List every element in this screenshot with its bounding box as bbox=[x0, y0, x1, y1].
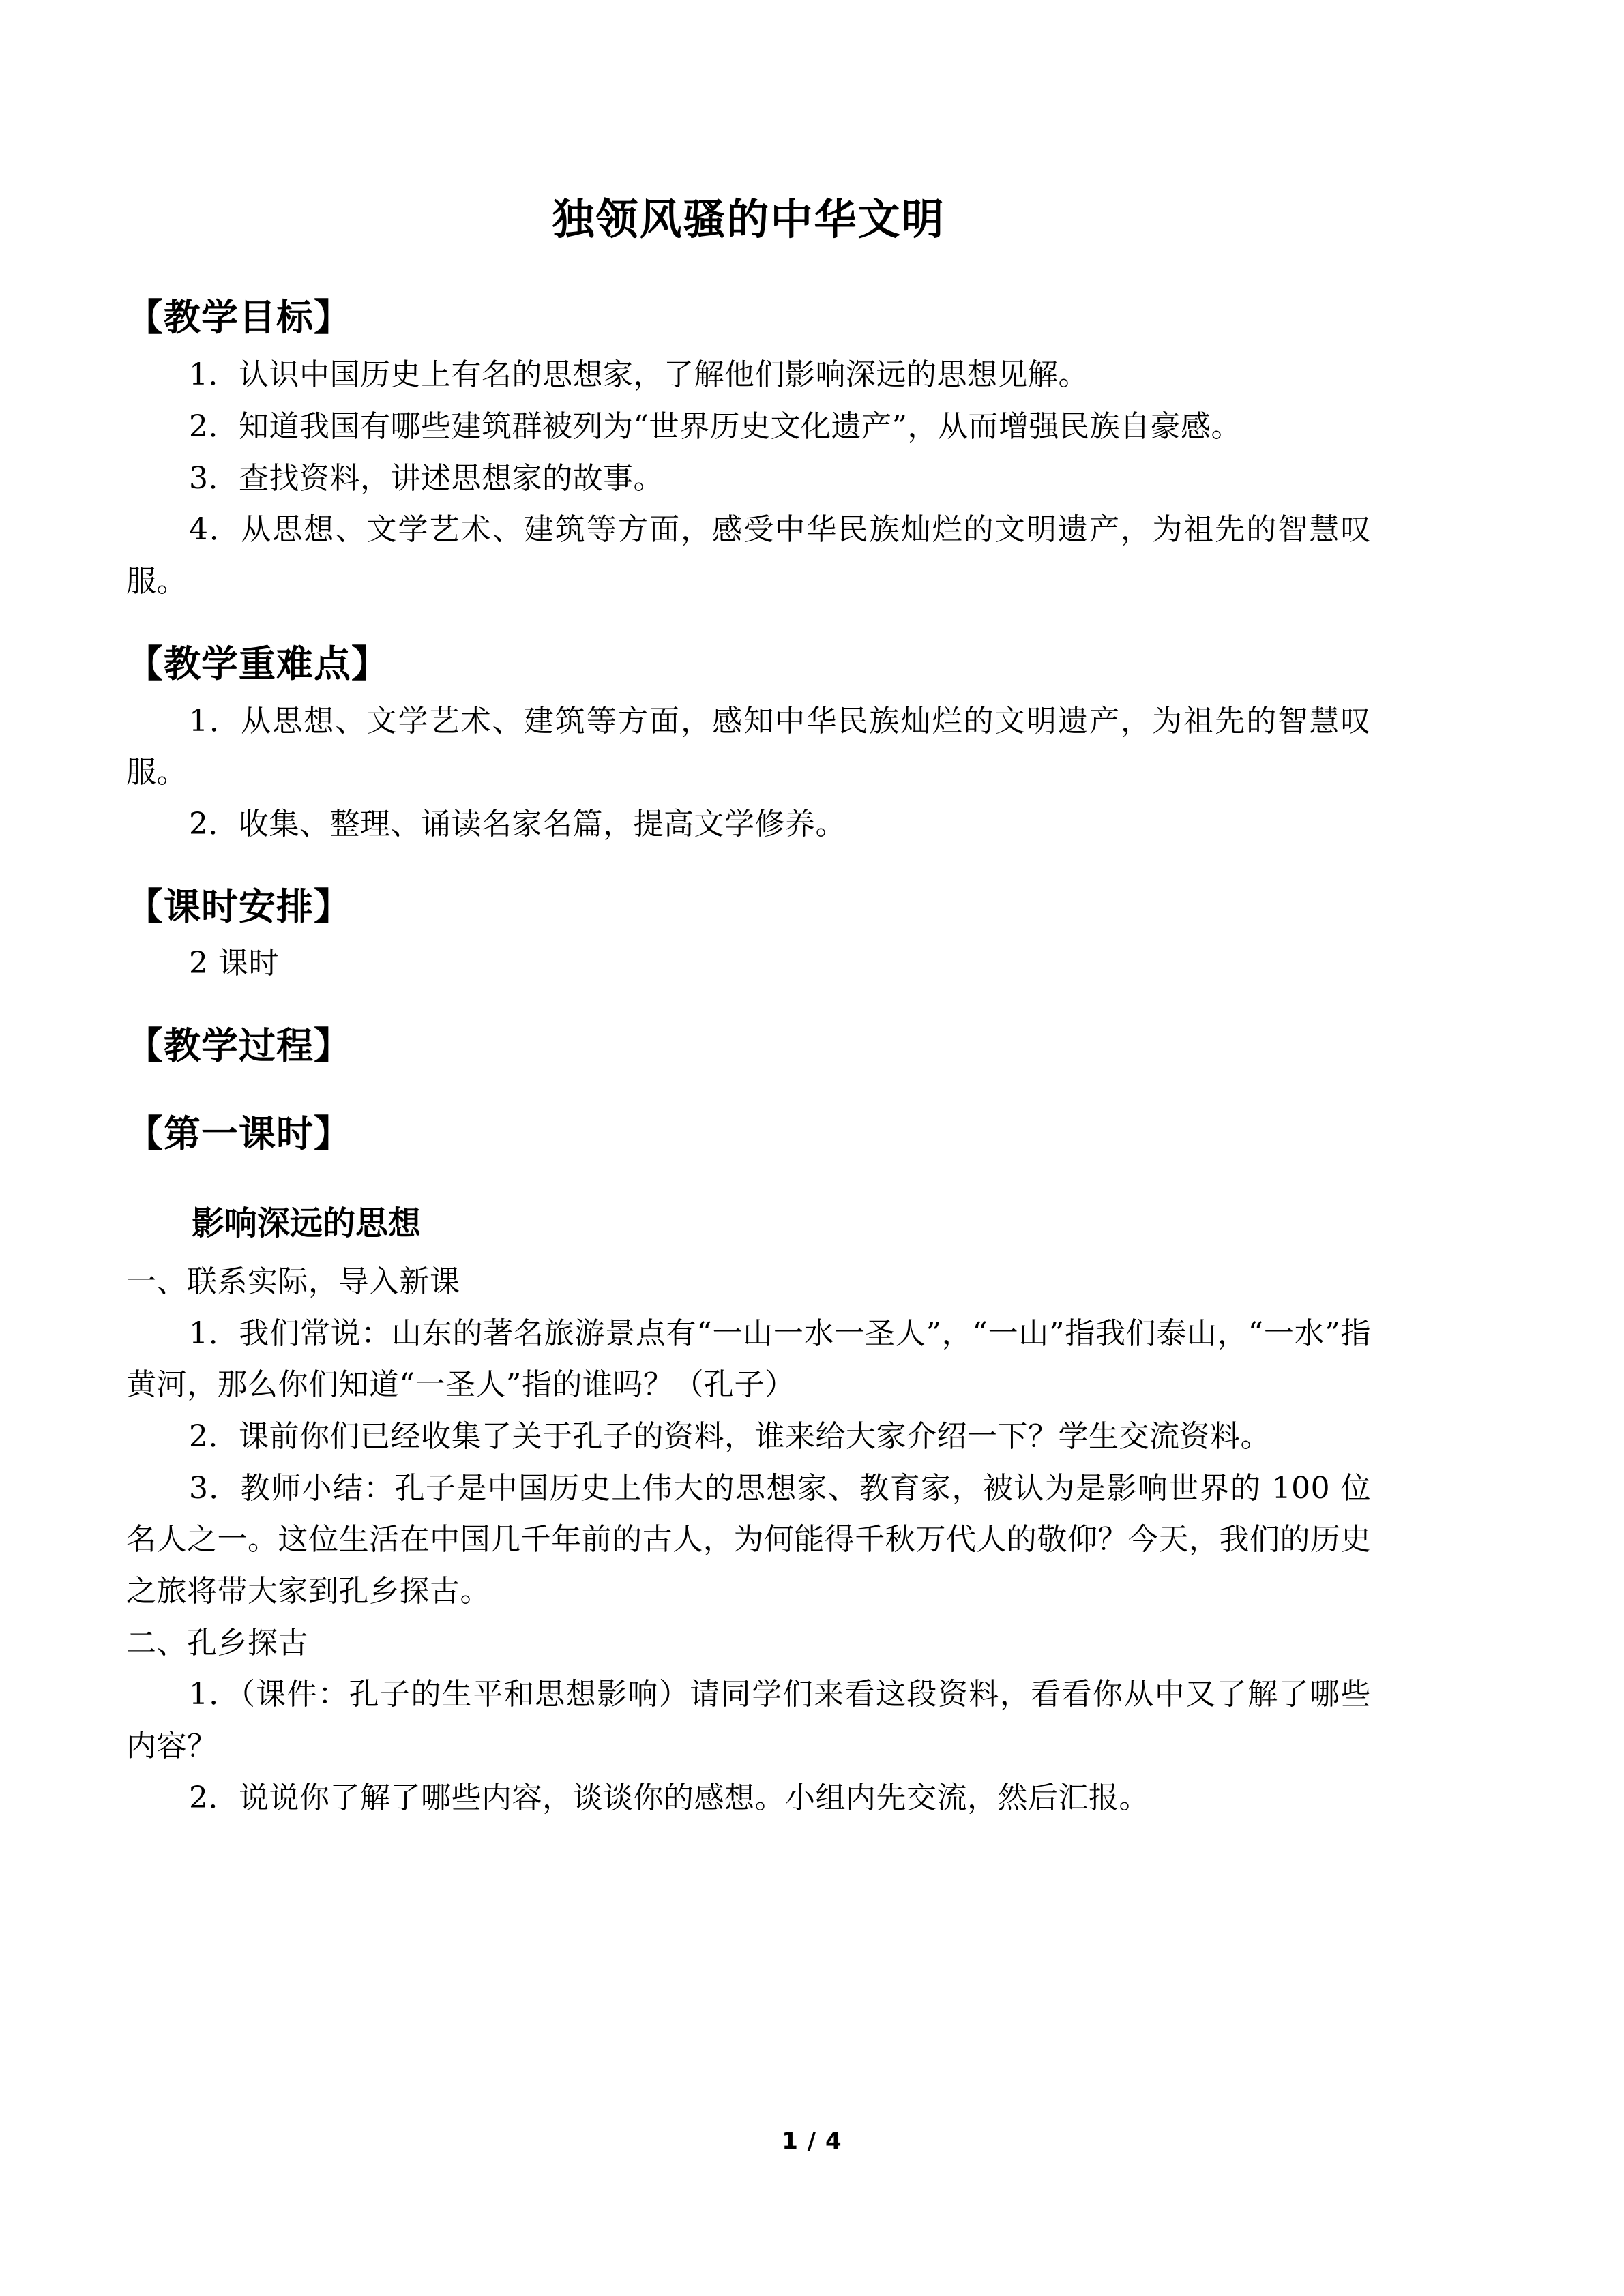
part-one-item-3: 3．教师小结：孔子是中国历史上伟大的思想家、教育家，被认为是影响世界的 100 位名人之一。这位生活在中国几千年前的古人，为何能得千秋万代人的敬仰？今天，我们的历史之旅将带大家到孔乡探古。 bbox=[126, 1470, 1371, 1609]
document-body bbox=[126, 0, 1371, 1823]
section-heading-lesson-one: 【第一课时】 bbox=[126, 1112, 351, 1155]
page-title: 独领风骚的中华文明 bbox=[552, 194, 945, 244]
section-heading-schedule: 【课时安排】 bbox=[126, 884, 351, 928]
part-two-item-1: 1．（课件：孔子的生平和思想影响）请同学们来看这段资料，看看你从中又了解了哪些内容？ bbox=[126, 1677, 1371, 1764]
section-heading-key-points: 【教学重难点】 bbox=[126, 641, 389, 685]
page-number-footer: 1 / 4 bbox=[782, 2128, 842, 2155]
key-point-item-2: 2．收集、整理、诵读名家名篇，提高文学修养。 bbox=[189, 806, 846, 841]
section-heading-process: 【教学过程】 bbox=[126, 1024, 351, 1068]
subheading-influential-thought: 影响深远的思想 bbox=[192, 1204, 422, 1242]
section-heading-objectives: 【教学目标】 bbox=[126, 295, 351, 340]
objective-item-1: 1．认识中国历史上有名的思想家，了解他们影响深远的思想见解。 bbox=[189, 357, 1089, 393]
part-one-item-1: 1．我们常说：山东的著名旅游景点有“一山一水一圣人”，“一山”指我们泰山，“一水”指黄河，那么你们知道“一圣人”指的谁吗？（孔子） bbox=[126, 1315, 1371, 1403]
part-two-heading: 二、孔乡探古 bbox=[126, 1625, 308, 1660]
part-one-heading: 一、联系实际，导入新课 bbox=[126, 1264, 460, 1300]
objective-item-4: 4．从思想、文学艺术、建筑等方面，感受中华民族灿烂的文明遗产，为祖先的智慧叹服。 bbox=[126, 512, 1371, 599]
key-point-item-1: 1．从思想、文学艺术、建筑等方面，感知中华民族灿烂的文明遗产，为祖先的智慧叹服。 bbox=[126, 703, 1371, 790]
part-two-item-2: 2．说说你了解了哪些内容，谈谈你的感想。小组内先交流，然后汇报。 bbox=[189, 1780, 1149, 1815]
objective-item-3: 3．查找资料，讲述思想家的故事。 bbox=[189, 460, 664, 496]
objective-item-2: 2．知道我国有哪些建筑群被列为“世界历史文化遗产”，从而增强民族自豪感。 bbox=[189, 408, 1241, 444]
schedule-value: 2 课时 bbox=[189, 946, 279, 981]
part-one-item-2: 2．课前你们已经收集了关于孔子的资料，谁来给大家介绍一下？学生交流资料。 bbox=[189, 1419, 1271, 1455]
